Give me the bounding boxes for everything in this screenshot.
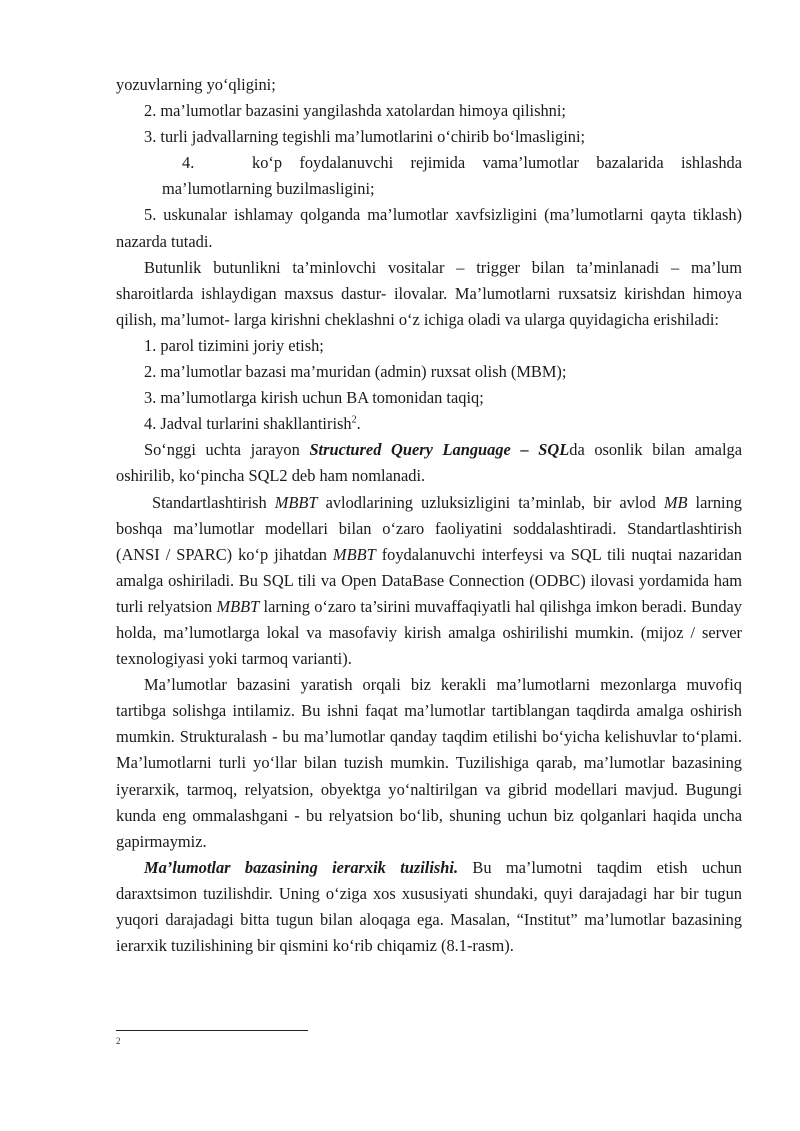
- paragraph-baza: Ma’lumotlar bazasini yaratish orqali biz kerakli ma’lumotlarni mezonlarga muvofiq tartibga solishga intilamiz. Bu ishni faqat ma’lumotlar tartiblangan taqdirda amalga oshirish mumkin. Strukturalash - bu ma’lumotlar qanday taqdim etilishi bo‘yicha kelishuvlar to‘plami. Ma’lumotlarni turli yo‘llar bilan tuzish mumkin. Tuzilishiga qarab, ma’lumotlar bazasining iyerarxik, tarmoq, relyatsion, obyektga yo‘naltirilgan va gibrid modellari mavjud. Bugungi kunda eng ommalashgani - bu relyatsion bo‘lib, shuning uchun biz qolganlari haqida uncha gapirmaymiz.: [116, 675, 742, 851]
- std-term-mbbt-2: MBBT: [332, 544, 376, 564]
- list-item-3: 3. turli jadvallarning tegishli ma’lumotlarini o‘chirib bo‘lmasligini;: [144, 127, 586, 147]
- ierarxik-heading: Ma’lumotlar bazasining ierarxik tuzilishi.: [144, 857, 459, 877]
- std-text-g: foydalanuvchi interfeysi va SQL tili nuqtai nazaridan amalga oshiriladi. Bu SQL tili va Open DataBase Connection (ODBC) ilovasi yordamida ham turli relyatsion: [116, 544, 742, 616]
- std-term-mbbt-1: MBBT: [274, 492, 318, 512]
- footnote-divider: [116, 1030, 308, 1031]
- protection-item-4: [116, 411, 742, 437]
- paragraph-standartlashtirish: [116, 490, 742, 673]
- list-item-4-number: 4.: [182, 153, 195, 173]
- std-text-c: avlodlarining uzluksizligini ta’minlab, bir avlod: [317, 492, 664, 512]
- std-text-a: Standartlashtirish: [152, 492, 275, 512]
- list-item-4: [116, 150, 742, 202]
- list-item-1-tail: yozuvlarning yo‘qligini;: [116, 75, 276, 94]
- footnote-mark: 2: [116, 1036, 121, 1046]
- ierarxik-text: Bu ma’lumotni taqdim etish uchun daraxtsimon tuzilishdir. Uning o‘ziga xos xususiyati shundaki, quyi darajadagi har bir tugun yuqori darajadagi bitta tugun bilan aloqaga ega. Masalan, “Institut” ma’lumotlar bazasining ierarxik tuzilishining bir qismini ko‘rib chiqamiz (8.1-rasm).: [116, 857, 742, 956]
- protection-item-4-end: .: [356, 414, 361, 434]
- paragraph-sql-text-c: da osonlik bilan amalga oshirilib, ko‘pincha SQL2 deb ham nomlanadi.: [116, 440, 742, 486]
- paragraph-sql: [116, 437, 742, 489]
- std-text-e: larning boshqa ma’lumotlar modellari bilan o‘zaro faoliyatini soddalashtiradi. Standartlashtirish (ANSI / SPARC) ko‘p jihatdan: [116, 492, 742, 564]
- paragraph-sql-text-a: So‘nggi uchta jarayon: [144, 440, 310, 460]
- list-item-5: 5. uskunalar ishlamay qolganda ma’lumotlar xavfsizligini (ma’lumotlarni qayta tiklash) nazarda tutadi.: [116, 205, 742, 251]
- protection-item-3: 3. ma’lumotlarga kirish uchun BA tomonidan taqiq;: [144, 388, 484, 408]
- protection-item-4-text: 4. Jadval turlarini shakllantirish: [144, 414, 352, 434]
- list-item-2: 2. ma’lumotlar bazasini yangilashda xatolardan himoya qilishni;: [144, 101, 566, 121]
- paragraph-butunlik: Butunlik butunlikni ta’minlovchi vositalar – trigger bilan ta’minlanadi – ma’lum sharoitlarda ishlaydigan maxsus dastur- ilovalar. Ma’lumotlarni ruxsatsiz kirishdan himoya qilish, ma’lumot- larga kirishni cheklashni o‘z ichiga oladi va ularga quyidagicha erishiladi:: [116, 257, 742, 329]
- paragraph-ierarxik: [116, 855, 742, 959]
- footnote-reference[interactable]: 2: [351, 414, 357, 426]
- list-item-4-text: ko‘p foydalanuvchi rejimida vama’lumotlar bazalarida ishlashda ma’lumotlarning buzilmasligini;: [162, 153, 742, 199]
- protection-item-2: 2. ma’lumotlar bazasi ma’muridan (admin) ruxsat olish (MBM);: [144, 362, 567, 382]
- protection-item-1: 1. parol tizimini joriy etish;: [144, 335, 324, 355]
- std-term-mb: MB: [663, 492, 688, 512]
- sql-term: Structured Query Language – SQL: [309, 440, 570, 460]
- std-term-mbbt-3: MBBT: [216, 596, 260, 616]
- document-page: [116, 72, 742, 959]
- std-text-i: larning o‘zaro ta’sirini muvaffaqiyatli hal qilishga imkon beradi. Bunday holda, ma’lumotlarga lokal va masofaviy kirish amalga oshirilishi mumkin. (mijoz / server texnologiyasi yoki tarmoq varianti).: [116, 596, 742, 669]
